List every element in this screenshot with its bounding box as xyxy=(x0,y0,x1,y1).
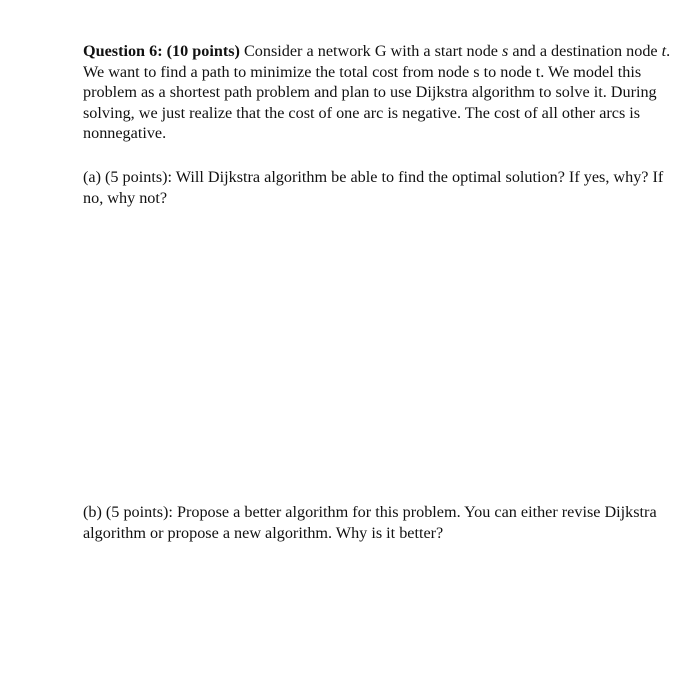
part-b: (b) (5 points): Propose a better algorithm for this problem. You can either revise Dijkstra algorithm or propose a new algorithm. Why is it better? xyxy=(83,503,657,542)
question-text-3: . We want to find a path to minimize the total cost from node s to node t. We model this problem as a shortest path problem and plan to use Dijkstra algorithm to solve it. During solving, we just realize that the cost of one arc is negative. The cost of all other arcs is nonnegative. xyxy=(83,42,671,142)
question-text-1: Consider a network G with a start node xyxy=(239,42,503,60)
question-heading: Question 6: (10 points) xyxy=(83,42,240,60)
node-t-italic: t xyxy=(661,42,667,60)
question-text-2: and a destination node xyxy=(508,42,662,60)
part-a: (a) (5 points): Will Dijkstra algorithm be able to find the optimal solution? If yes, why? If no, why not? xyxy=(83,168,664,207)
question-6 xyxy=(83,41,693,144)
node-s-italic: s xyxy=(502,42,509,60)
